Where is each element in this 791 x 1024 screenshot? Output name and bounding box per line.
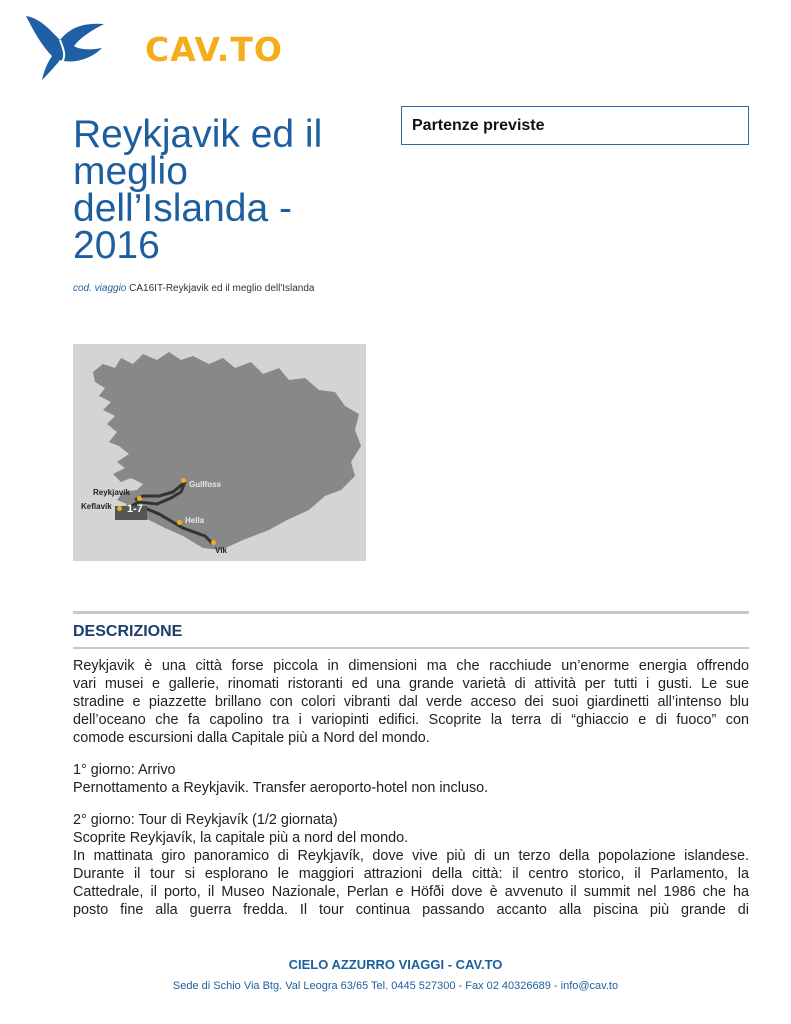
map-dot bbox=[211, 540, 216, 545]
footer-company: CIELO AZZURRO VIAGGI - CAV.TO bbox=[288, 957, 503, 972]
description-body bbox=[73, 657, 749, 919]
map-label-keflavik: Keflavík bbox=[81, 502, 112, 511]
trip-title-line: meglio bbox=[73, 150, 188, 193]
itinerary-map bbox=[73, 344, 366, 561]
section-heading: DESCRIZIONE bbox=[73, 623, 183, 640]
iceland-shape bbox=[73, 344, 366, 561]
intro-line: vari musei e gallerie, rinomati ristoranti ed una grande varietà di attività per tutti i gusti. Le sue bbox=[73, 676, 749, 692]
map-dot bbox=[177, 520, 182, 525]
intro-line: comode escursioni dalla Capitale più a Nord del mondo. bbox=[73, 730, 430, 746]
day2-line: Durante il tour si esplorano le maggiori attrazioni della città: il centro storico, il Parlamento, la bbox=[73, 866, 749, 882]
trip-title-line: dell’Islanda - bbox=[73, 187, 292, 230]
map-route-label: 1-7 bbox=[127, 503, 143, 515]
day2-title: 2° giorno: Tour di Reykjavík (1/2 giornata) bbox=[73, 812, 338, 828]
company-logo[interactable] bbox=[22, 10, 283, 80]
intro-line: Reykjavik è una città forse piccola in dimensioni ma che racchiude un’enorme energia offrendo bbox=[73, 658, 749, 674]
trip-title bbox=[73, 113, 363, 267]
section-divider bbox=[73, 647, 749, 649]
departures-box bbox=[401, 106, 749, 145]
day2-line: posto fine alla guerra fredda. Il tour continua passando accanto alla piscina più grande di bbox=[73, 902, 749, 918]
trip-code bbox=[73, 283, 314, 294]
day2-line: Cattedrale, il porto, il Museo Nazionale, Perlan e Höfði dove è avvenuto il summit nel 1986 che ha bbox=[73, 884, 749, 900]
trip-code-label: cod. viaggio bbox=[73, 283, 127, 294]
map-label-hella: Hella bbox=[185, 516, 205, 525]
footer-address[interactable]: Sede di Schio Via Btg. Val Leogra 63/65 Tel. 0445 527300 - Fax 02 40326689 - info@cav.to bbox=[172, 980, 619, 992]
day1-text: Pernottamento a Reykjavik. Transfer aeroporto-hotel non incluso. bbox=[73, 780, 489, 796]
bird-icon bbox=[22, 10, 122, 80]
day2-line: Scoprite Reykjavík, la capitale più a nord del mondo. bbox=[73, 830, 409, 846]
intro-line: dell’oceano che fa capolino tra i variopinti edifici. Scoprite la terra di “ghiaccio e di fuoco” con bbox=[73, 712, 749, 728]
trip-title-line: Reykjavik ed il bbox=[73, 113, 323, 156]
day2-line: In mattinata giro panoramico di Reykjavík, dove vive più di un terzo della popolazione islandese. bbox=[73, 848, 749, 864]
map-label-reykjavik: Reykjavík bbox=[93, 488, 130, 497]
map-dot bbox=[137, 496, 142, 501]
map-dot bbox=[117, 506, 122, 511]
logo-text: CAV.TO bbox=[145, 30, 283, 69]
trip-title-line: 2016 bbox=[73, 224, 160, 267]
trip-code-value: CA16IT-Reykjavik ed il meglio dell'Islanda bbox=[129, 283, 315, 294]
section-divider bbox=[73, 611, 749, 614]
map-label-vik: Vík bbox=[215, 546, 228, 555]
map-label-gullfoss: Gullfoss bbox=[189, 480, 222, 489]
map-dot bbox=[181, 478, 186, 483]
day1-title: 1° giorno: Arrivo bbox=[73, 762, 176, 778]
intro-line: stradine e piazzette brillano con colori vibranti dal verde acceso dei suoi giardinetti all’intenso blu bbox=[73, 694, 749, 710]
departures-label: Partenze previste bbox=[412, 117, 545, 134]
